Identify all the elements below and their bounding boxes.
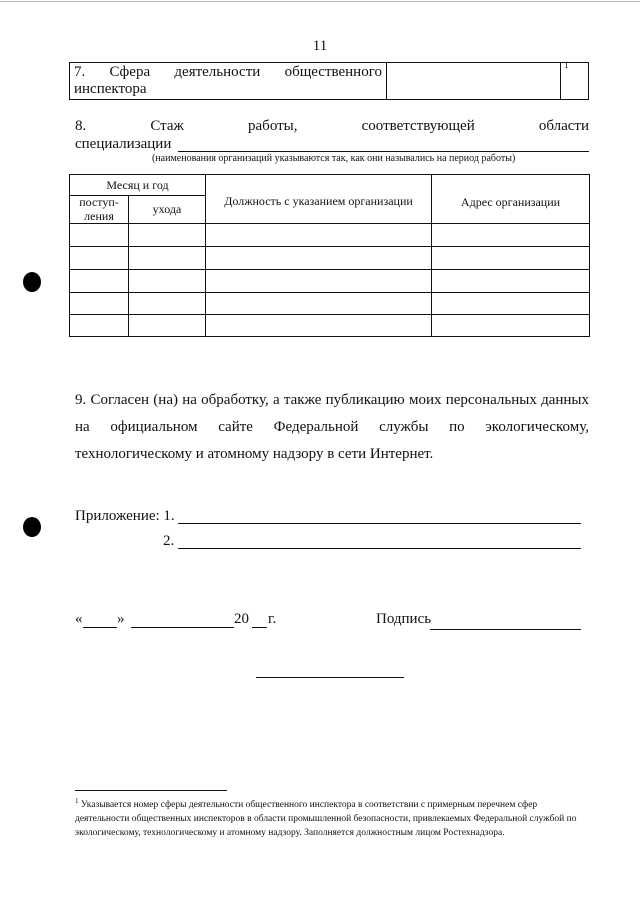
date-year-line[interactable]: [252, 627, 267, 628]
punch-hole-upper: [23, 272, 41, 292]
footnote-mark: 1: [564, 60, 569, 70]
experience-note: (наименования организаций указываются так, как они назывались на период работы): [152, 153, 516, 164]
attachment-2-line[interactable]: [178, 548, 581, 549]
row1-start-cell[interactable]: [70, 224, 128, 246]
row3-address-cell[interactable]: [432, 270, 589, 292]
row5-address-cell[interactable]: [432, 315, 589, 336]
header-month-year: Месяц и год: [106, 178, 169, 192]
row4-start-cell[interactable]: [70, 293, 128, 314]
signature-line[interactable]: [430, 629, 581, 630]
header-start: поступ- ления: [79, 195, 119, 223]
row1-position-cell[interactable]: [206, 224, 431, 246]
date-open-quote: «: [75, 611, 83, 627]
punch-hole-lower: [23, 517, 41, 537]
row4-address-cell[interactable]: [432, 293, 589, 314]
row2-start-cell[interactable]: [70, 247, 128, 269]
attachment-label: Приложение: 1.: [75, 508, 175, 524]
signature-label: Подпись: [376, 611, 432, 627]
attachment-2-number: 2.: [163, 533, 175, 549]
activity-sphere-value-field[interactable]: [386, 63, 561, 99]
activity-sphere-label-line1: 7. Сфера деятельности общественного: [74, 64, 382, 80]
experience-label-line2: специализации: [75, 136, 172, 152]
date-day-line[interactable]: [83, 627, 117, 628]
row5-position-cell[interactable]: [206, 315, 431, 336]
page-number: 11: [312, 38, 328, 54]
activity-sphere-label-cell: [70, 63, 387, 99]
work-history-table: [69, 174, 590, 337]
row5-end-cell[interactable]: [129, 315, 205, 336]
row4-position-cell[interactable]: [206, 293, 431, 314]
row3-end-cell[interactable]: [129, 270, 205, 292]
consent-line3: технологическому и атомному надзору в сети Интернет.: [75, 446, 434, 462]
header-address: Адрес организации: [460, 195, 561, 209]
header-position: Должность с указанием организации: [224, 194, 413, 208]
footnote-separator: [75, 790, 227, 791]
footnote-text: [75, 794, 585, 840]
consent-paragraph: [75, 387, 589, 468]
row1-end-cell[interactable]: [129, 224, 205, 246]
date-close-quote: »: [117, 611, 125, 627]
date-month-line[interactable]: [131, 627, 234, 628]
date-year-prefix: 20: [234, 611, 249, 627]
row5-start-cell[interactable]: [70, 315, 128, 336]
footnote-body: Указывается номер сферы деятельности общественного инспектора в соответствии с примерным перечнем сфер деятельности общественных инспекторов в области промышленной безопасности, привлекаемых Федеральной службой по экологическому, технологическому и атомному надзору. Заполняется должностным лицом Ростехнадзора.: [75, 800, 577, 839]
attachment-1-line[interactable]: [178, 523, 581, 524]
activity-sphere-footnote-cell: [561, 60, 588, 99]
consent-line2: на официальном сайте Федеральной службы по экологическому,: [75, 419, 589, 435]
row2-position-cell[interactable]: [206, 247, 431, 269]
experience-label-line1: 8. Стаж работы, соответствующей области: [75, 118, 589, 134]
consent-line1: 9. Согласен (на) на обработку, а также публикацию моих персональных данных: [75, 392, 589, 408]
header-end: ухода: [152, 202, 182, 216]
row2-address-cell[interactable]: [432, 247, 589, 269]
row3-position-cell[interactable]: [206, 270, 431, 292]
top-edge-line: [0, 1, 640, 2]
row1-address-cell[interactable]: [432, 224, 589, 246]
date-year-suffix: г.: [268, 611, 277, 627]
row2-end-cell[interactable]: [129, 247, 205, 269]
activity-sphere-label-line2: инспектора: [74, 81, 147, 97]
footnote-text-mark: 1: [75, 797, 79, 805]
experience-fill-line[interactable]: [178, 151, 589, 152]
row3-start-cell[interactable]: [70, 270, 128, 292]
row4-end-cell[interactable]: [129, 293, 205, 314]
separator-line: [256, 677, 404, 678]
activity-sphere-table: [69, 62, 589, 100]
